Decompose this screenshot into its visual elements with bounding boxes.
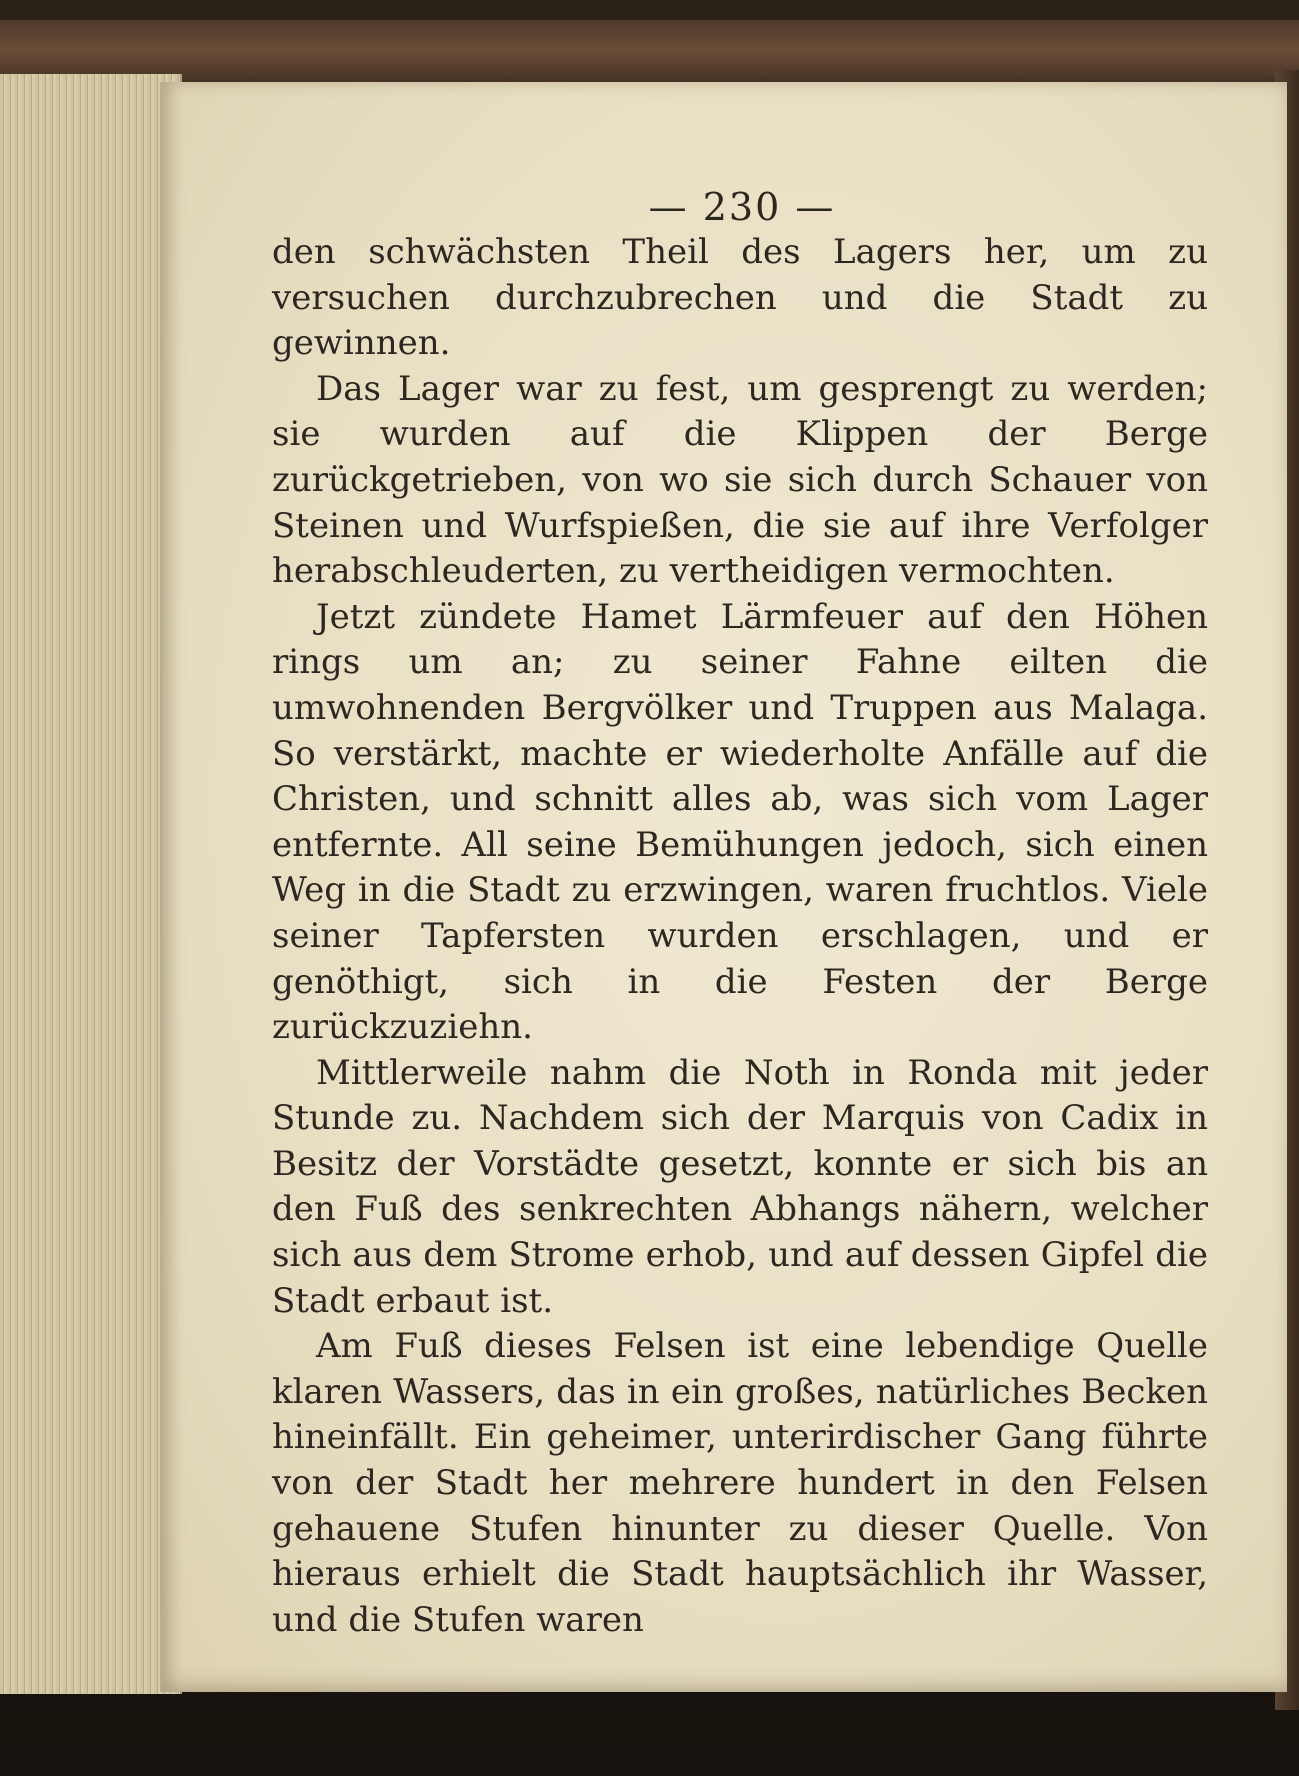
paragraph-5: Am Fuß dieses Felsen ist eine lebendige Quelle klaren Wassers, das in ein großes, natürliches Becken hineinfällt. Ein geheimer, unterirdischer Gang führte von der Stadt her mehrere hundert in den Felsen gehauene Stufen hinunter zu dieser Quelle. Von hieraus erhielt die Stadt hauptsächlich ihr Wasser, und die Stufen waren (272, 1326, 1208, 1640)
paragraph-1: den schwächsten Theil des Lagers her, um zu versuchen durchzubrechen und die Stadt zu gewinnen. (272, 232, 1208, 364)
book-page (160, 82, 1287, 1692)
paragraph-3: Jetzt zündete Hamet Lärmfeuer auf den Höhen rings um an; zu seiner Fahne eilten die umwohnenden Bergvölker und Truppen aus Malaga. So verstärkt, machte er wiederholte Anfälle auf die Christen, und schnitt alles ab, was sich vom Lager entfernte. All seine Bemühungen jedoch, sich einen Weg in die Stadt zu erzwingen, waren fruchtlos. Viele seiner Tapfersten wurden erschlagen, und er genöthigt, sich in die Festen der Berge zurückzuziehn. (272, 596, 1208, 1048)
body-text (272, 230, 1208, 1643)
page-number: — 230 — (648, 185, 836, 229)
paragraph-2: Das Lager war zu fest, um gesprengt zu werden; sie wurden auf die Klippen der Berge zurückgetrieben, von wo sie sich durch Schauer von Steinen und Wurfspießen, die sie auf ihre Verfolger herabschleuderten, zu vertheidigen vermochten. (272, 368, 1208, 592)
paragraph-4: Mittlerweile nahm die Noth in Ronda mit jeder Stunde zu. Nachdem sich der Marquis von Cadix in Besitz der Vorstädte gesetzt, konnte er sich bis an den Fuß des senkrechten Abhangs nähern, welcher sich aus dem Strome erhob, und auf dessen Gipfel die Stadt erbaut ist. (272, 1052, 1208, 1321)
page-edges-stack (0, 74, 182, 1694)
